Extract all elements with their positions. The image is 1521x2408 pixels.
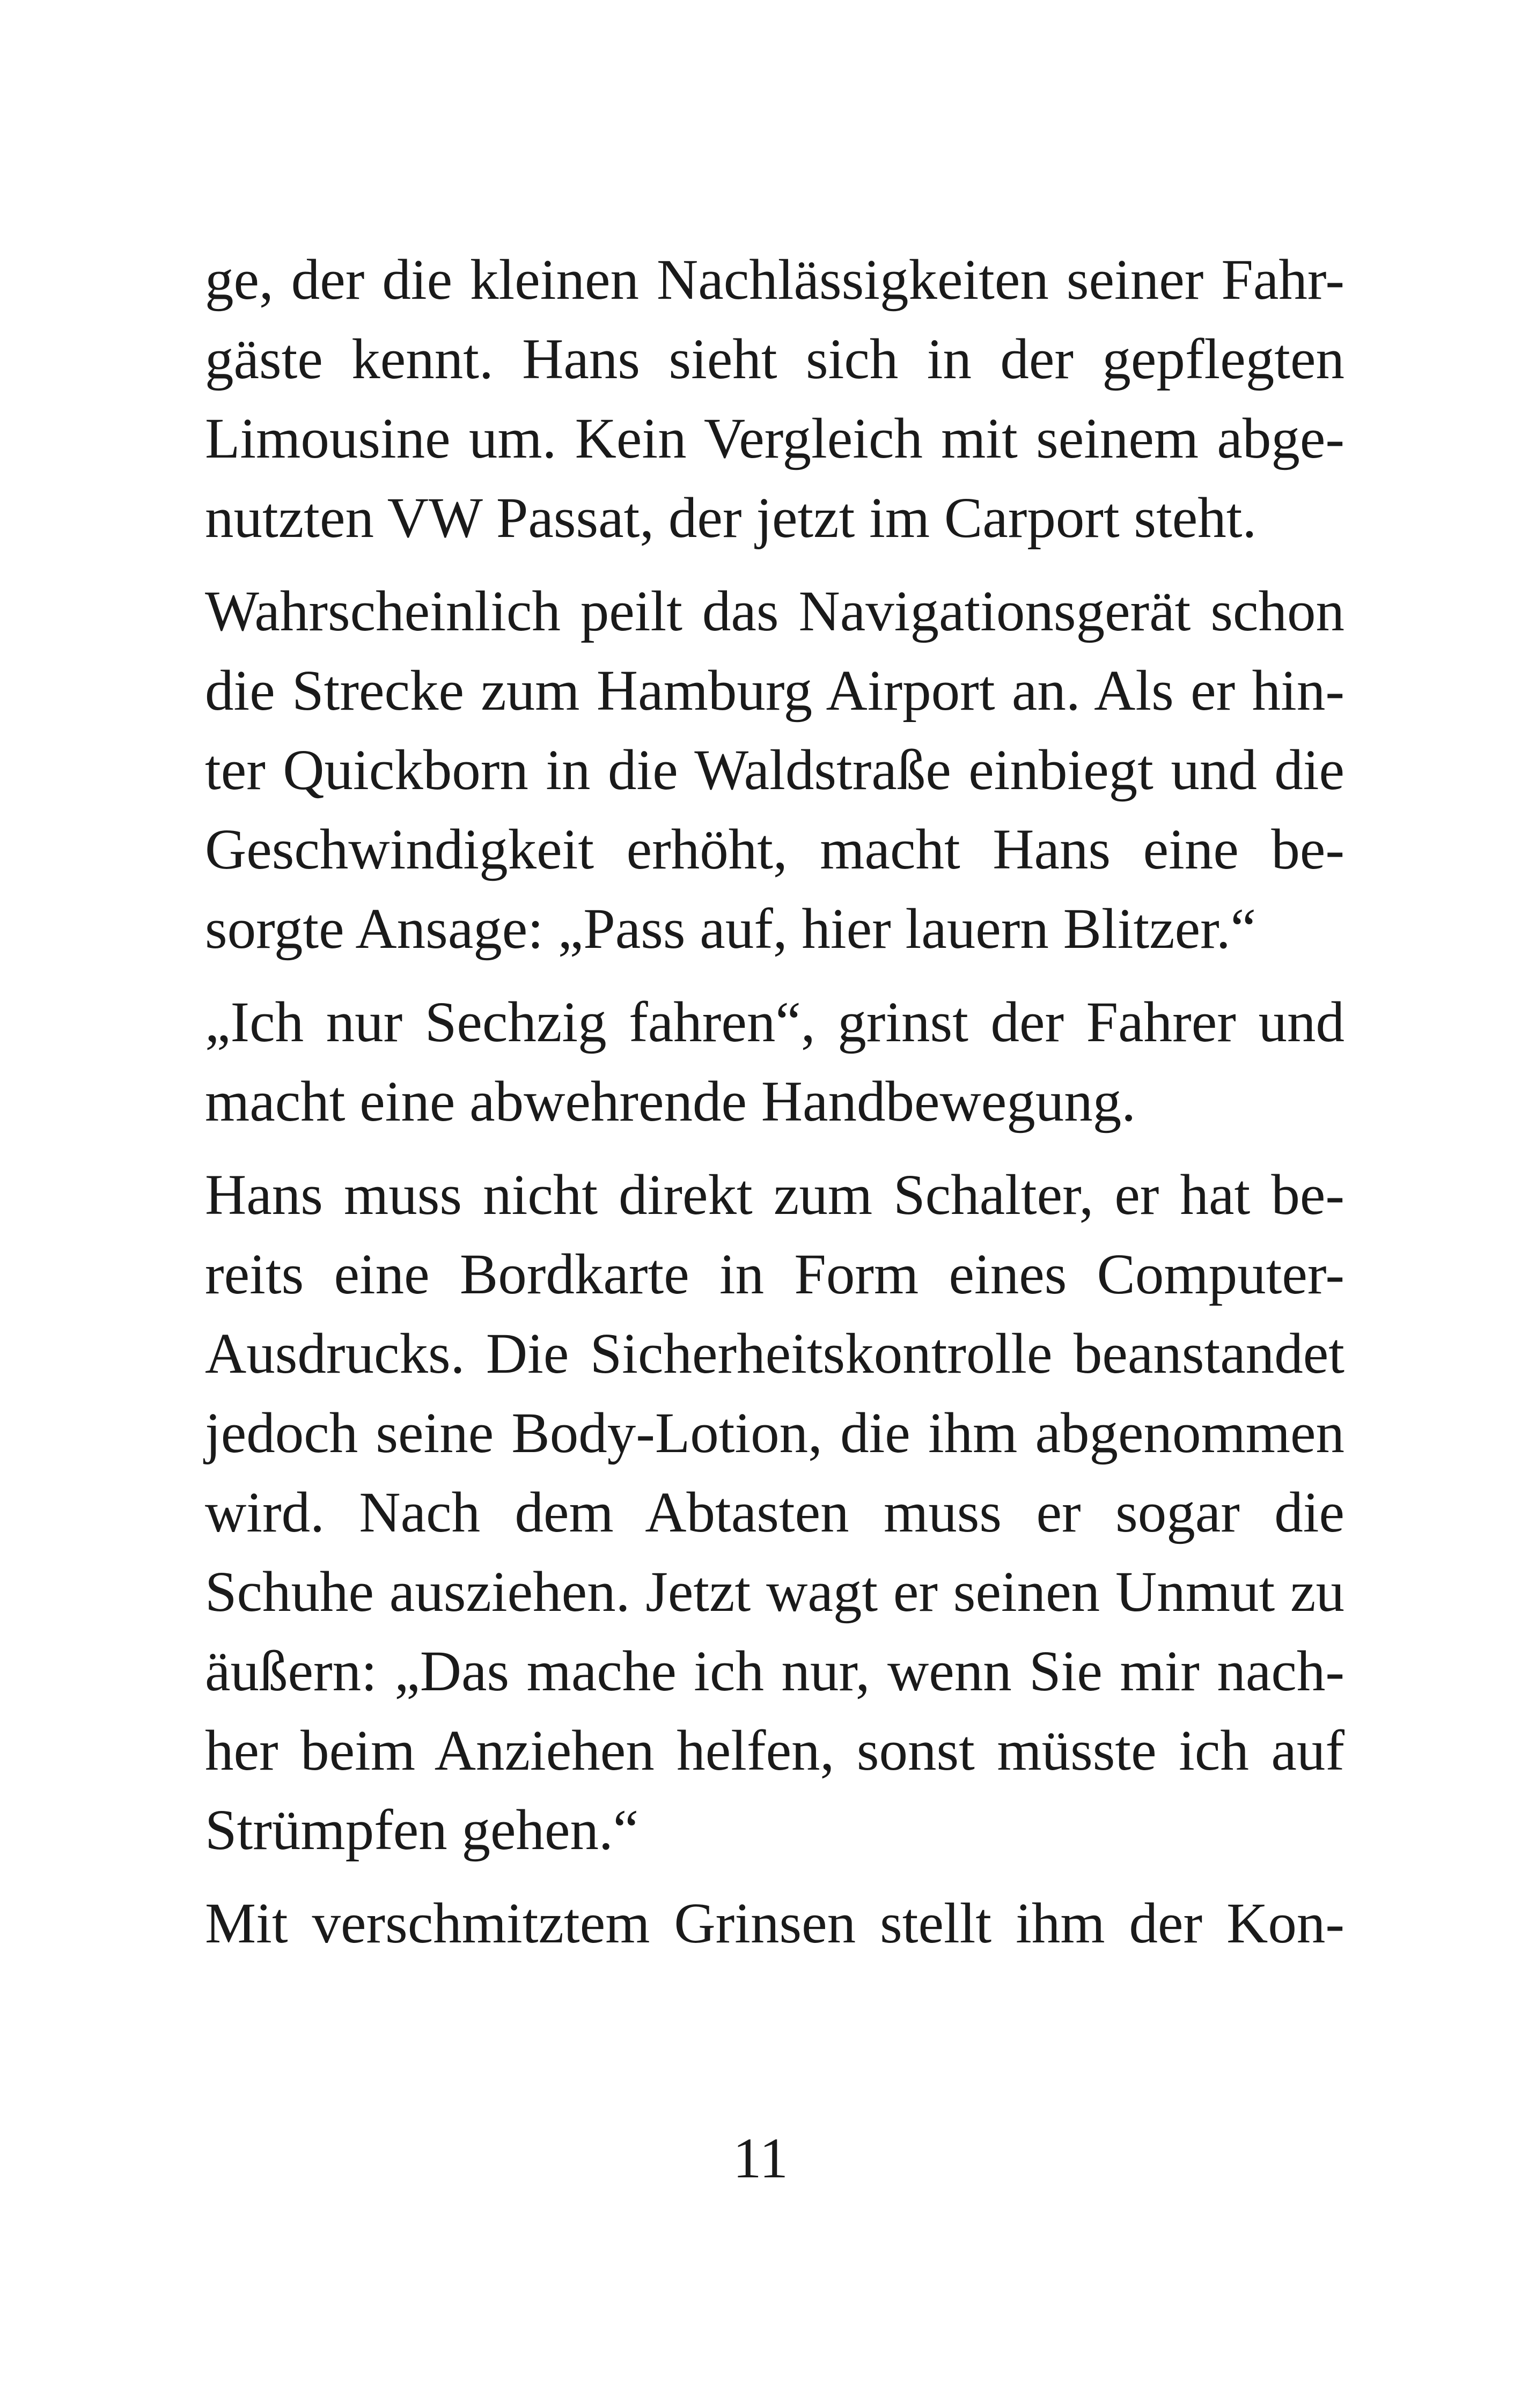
- text-line: äußern: „Das mache ich nur, wenn Sie mir nach-: [205, 1640, 1344, 1703]
- text-line: Limousine um. Kein Vergleich mit seinem abge-: [205, 407, 1344, 470]
- text-line: Schuhe ausziehen. Jetzt wagt er seinen Unmut zu: [205, 1560, 1344, 1624]
- text-line: nutzten VW Passat, der jetzt im Carport steht.: [205, 487, 1257, 550]
- text-line: „Ich nur Sechzig fahren“, grinst der Fahrer und: [205, 991, 1344, 1054]
- paragraph: [205, 983, 1344, 1142]
- text-line: jedoch seine Body-Lotion, die ihm abgenommen: [205, 1402, 1344, 1465]
- text-line: macht eine abwehrende Handbewegung.: [205, 1070, 1136, 1133]
- text-line: her beim Anziehen helfen, sonst müsste ich auf: [205, 1719, 1344, 1783]
- paragraph-gap: [205, 558, 1344, 572]
- paragraph: [205, 1884, 1344, 1963]
- text-line: sorgte Ansage: „Pass auf, hier lauern Blitzer.“: [205, 897, 1257, 961]
- text-line: wird. Nach dem Abtasten muss er sogar die: [205, 1481, 1344, 1544]
- text-line: Wahrscheinlich peilt das Navigationsgerät schon: [205, 580, 1344, 643]
- body-text: [205, 240, 1344, 1963]
- text-line: Hans muss nicht direkt zum Schalter, er hat be-: [205, 1164, 1344, 1227]
- paragraph-gap: [205, 969, 1344, 983]
- text-line: reits eine Bordkarte in Form eines Computer-: [205, 1243, 1344, 1306]
- paragraph: [205, 1155, 1344, 1870]
- text-line: gäste kennt. Hans sieht sich in der gepflegten: [205, 328, 1344, 391]
- text-line: Mit verschmitztem Grinsen stellt ihm der Kon-: [205, 1892, 1344, 1955]
- text-line: Geschwindigkeit erhöht, macht Hans eine be-: [205, 818, 1344, 881]
- text-line: Ausdrucks. Die Sicherheitskontrolle beanstandet: [205, 1322, 1344, 1386]
- text-line: die Strecke zum Hamburg Airport an. Als er hin-: [205, 659, 1344, 723]
- page-number: 11: [732, 2127, 789, 2190]
- paragraph-gap: [205, 1142, 1344, 1155]
- paragraph: [205, 240, 1344, 558]
- text-line: ter Quickborn in die Waldstraße einbiegt und die: [205, 739, 1344, 802]
- text-line: Strümpfen gehen.“: [205, 1799, 639, 1862]
- paragraph-gap: [205, 1870, 1344, 1884]
- paragraph: [205, 572, 1344, 969]
- text-line: ge, der die kleinen Nachlässigkeiten seiner Fahr-: [205, 248, 1344, 312]
